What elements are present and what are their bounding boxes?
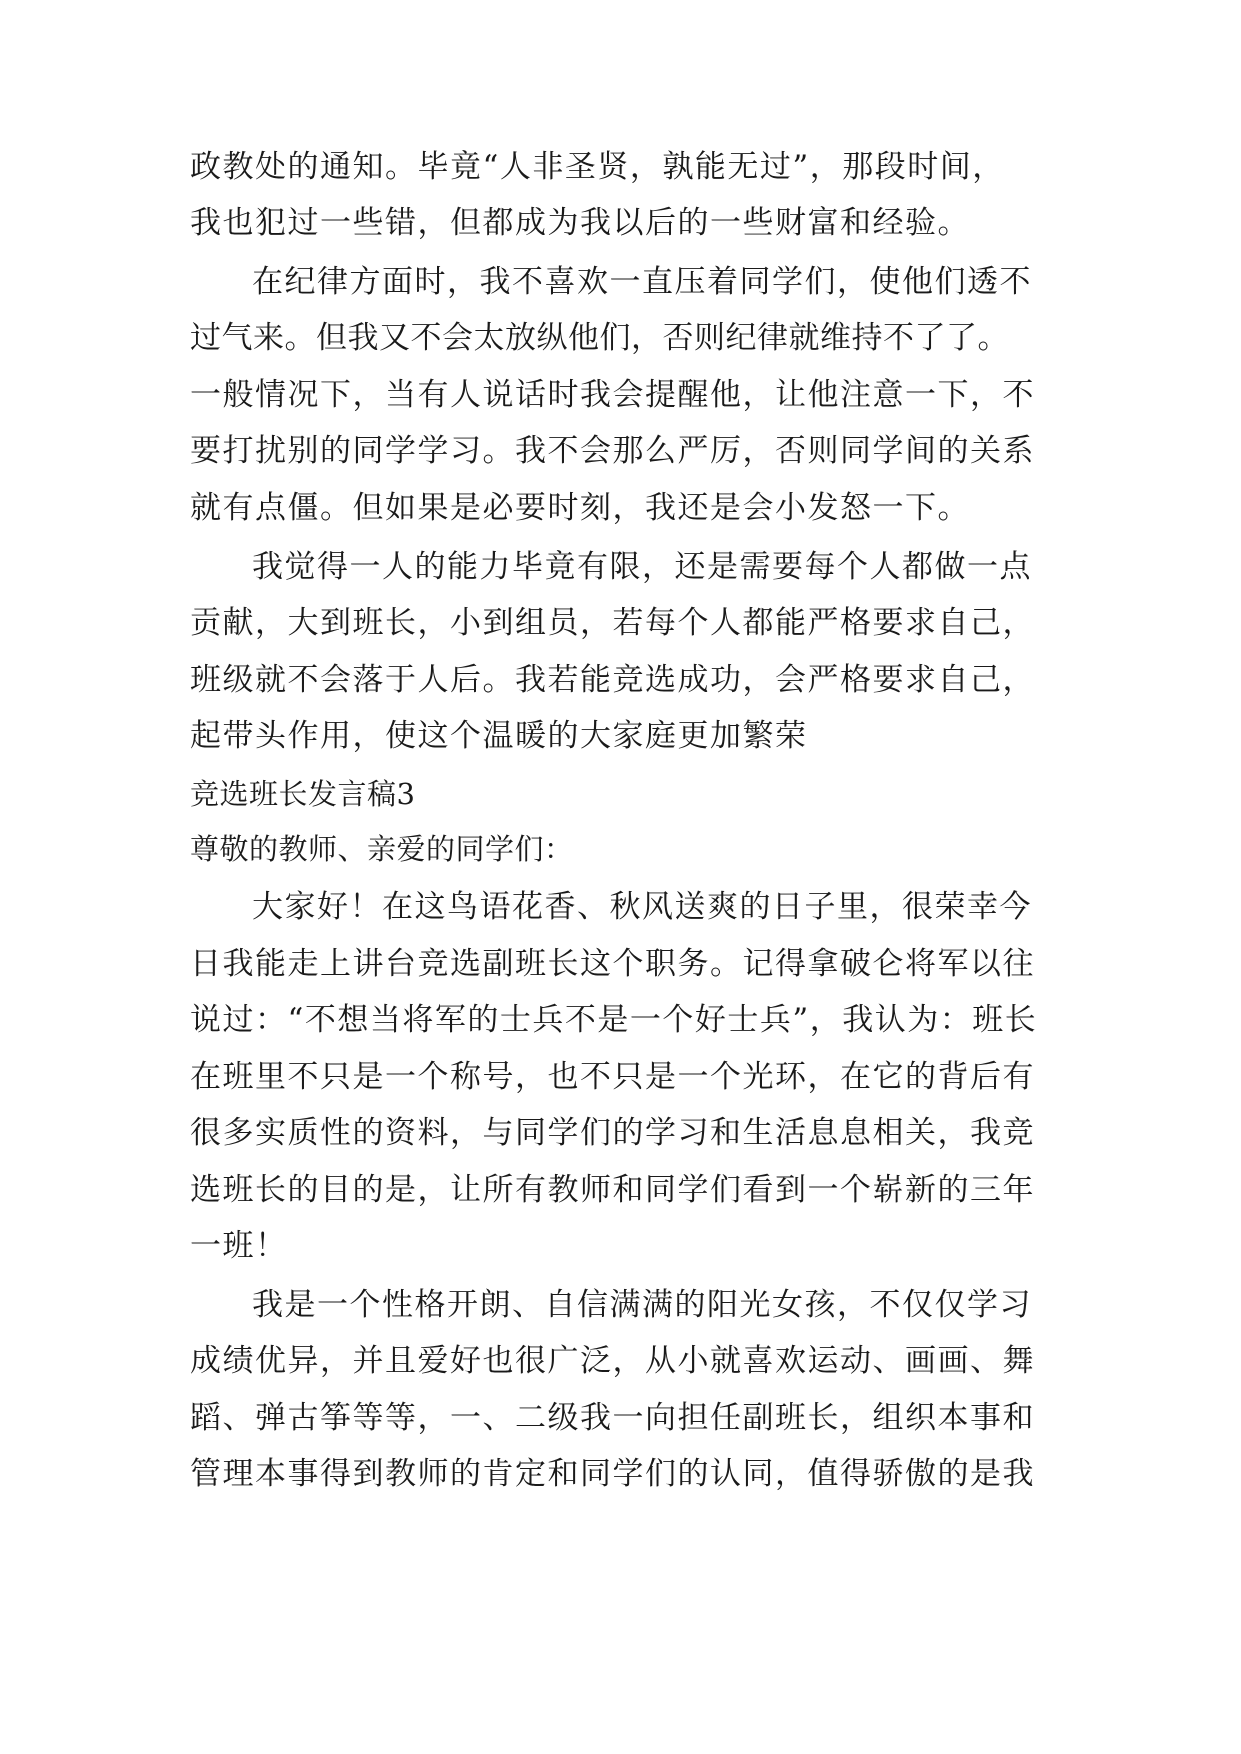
text-line: 我也犯过一些错，但都成为我以后的一些财富和经验。 [190, 205, 970, 241]
paragraph-first-line: 我是一个性格开朗、自信满满的阳光女孩，不仅仅学习 [252, 1287, 1032, 1323]
paragraph-first-line: 我觉得一人的能力毕竟有限，还是需要每个人都做一点 [252, 549, 1032, 585]
text-line: 要打扰别的同学学习。我不会那么严厉，否则同学间的关系 [190, 433, 1035, 469]
text-line: 政教处的通知。毕竟“人非圣贤，孰能无过”，那段时间， [190, 149, 1005, 185]
text-line: 一班！ [190, 1228, 288, 1264]
text-line: 选班长的目的是，让所有教师和同学们看到一个崭新的三年 [190, 1172, 1035, 1208]
text-line: 说过：“不想当将军的士兵不是一个好士兵”，我认为：班长 [190, 1002, 1038, 1038]
salutation: 尊敬的教师、亲爱的同学们： [190, 832, 574, 866]
text-line: 起带头作用，使这个温暖的大家庭更加繁荣 [190, 718, 808, 754]
text-line: 班级就不会落于人后。我若能竞选成功，会严格要求自己， [190, 662, 1035, 698]
paragraph-first-line: 大家好！在这鸟语花香、秋风送爽的日子里，很荣幸今 [252, 889, 1032, 925]
text-line: 就有点僵。但如果是必要时刻，我还是会小发怒一下。 [190, 490, 970, 526]
text-line: 贡献，大到班长，小到组员，若每个人都能严格要求自己， [190, 605, 1035, 641]
section-heading: 竞选班长发言稿3 [190, 777, 416, 811]
text-line: 蹈、弹古筝等等，一、二级我一向担任副班长，组织本事和 [190, 1400, 1035, 1436]
paragraph-first-line: 在纪律方面时，我不喜欢一直压着同学们，使他们透不 [252, 264, 1032, 300]
text-line: 成绩优异，并且爱好也很广泛，从小就喜欢运动、画画、舞 [190, 1343, 1035, 1379]
text-line: 一般情况下，当有人说话时我会提醒他，让他注意一下，不 [190, 377, 1035, 413]
text-line: 在班里不只是一个称号，也不只是一个光环，在它的背后有 [190, 1059, 1035, 1095]
text-line: 管理本事得到教师的肯定和同学们的认同，值得骄傲的是我 [190, 1456, 1035, 1492]
text-line: 过气来。但我又不会太放纵他们，否则纪律就维持不了了。 [190, 320, 1009, 356]
text-line: 很多实质性的资料，与同学们的学习和生活息息相关，我竞 [190, 1115, 1035, 1151]
text-line: 日我能走上讲台竞选副班长这个职务。记得拿破仑将军以往 [190, 946, 1035, 982]
